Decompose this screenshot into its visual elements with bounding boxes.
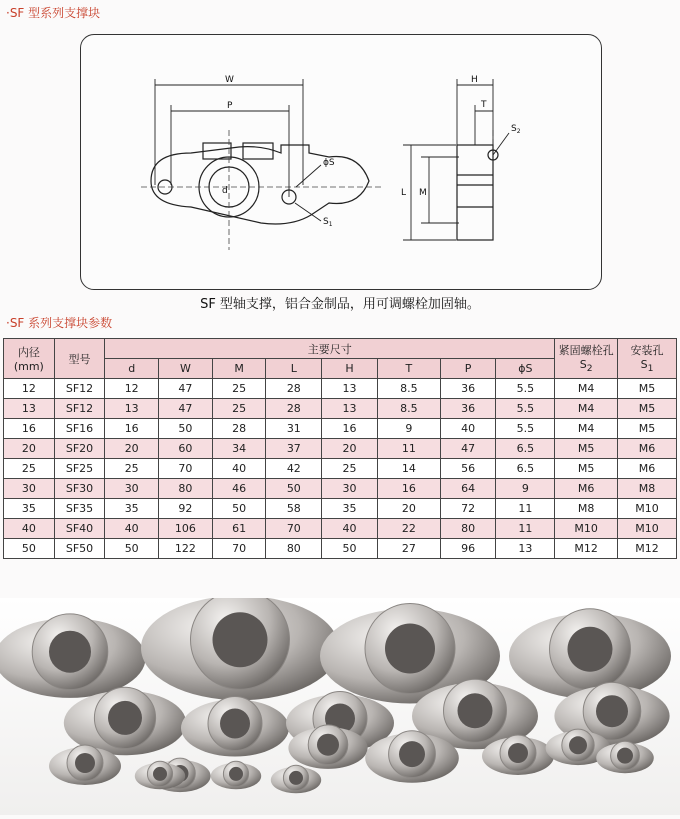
- table-cell: 28: [266, 379, 322, 399]
- table-cell: 25: [322, 459, 378, 479]
- support-block-17: [211, 761, 261, 789]
- table-cell: 11: [496, 519, 555, 539]
- table-cell: SF12: [54, 399, 105, 419]
- support-block-18: [271, 765, 321, 793]
- table-cell: 37: [266, 439, 322, 459]
- technical-drawing: [81, 35, 601, 289]
- table-cell: 36: [440, 399, 496, 419]
- table-cell: 5.5: [496, 379, 555, 399]
- table-cell: M5: [618, 419, 677, 439]
- label-t: T: [481, 100, 487, 110]
- table-cell: 5.5: [496, 399, 555, 419]
- support-block-3: [509, 609, 671, 699]
- table-cell: 92: [159, 499, 213, 519]
- table-cell: SF12: [54, 379, 105, 399]
- label-l: L: [401, 188, 407, 198]
- table-cell: 56: [440, 459, 496, 479]
- table-cell: 47: [159, 379, 213, 399]
- table-cell: 35: [322, 499, 378, 519]
- table-cell: M5: [555, 459, 618, 479]
- table-cell: M6: [618, 439, 677, 459]
- table-row: [4, 379, 677, 399]
- table-cell: M6: [618, 459, 677, 479]
- table-cell: 42: [266, 459, 322, 479]
- table-row: [4, 399, 677, 419]
- table-cell: 70: [266, 519, 322, 539]
- table-row: [4, 439, 677, 459]
- table-cell: SF16: [54, 419, 105, 439]
- table-row: [4, 479, 677, 499]
- column-header-5: T: [377, 359, 440, 379]
- table-cell: 20: [377, 499, 440, 519]
- table-cell: 46: [212, 479, 266, 499]
- table-cell: M5: [555, 439, 618, 459]
- header-inner-diameter: 内径 (mm): [4, 339, 55, 379]
- table-cell: 50: [322, 539, 378, 559]
- table-cell: M4: [555, 379, 618, 399]
- table-cell: 31: [266, 419, 322, 439]
- table-cell: 25: [212, 399, 266, 419]
- table-cell: 20: [105, 439, 159, 459]
- table-cell: 60: [159, 439, 213, 459]
- column-header-1: W: [159, 359, 213, 379]
- table-row: [4, 539, 677, 559]
- table-cell: SF50: [54, 539, 105, 559]
- label-w: W: [225, 75, 234, 85]
- table-cell: M10: [555, 519, 618, 539]
- table-cell: 13: [105, 399, 159, 419]
- table-cell: 28: [212, 419, 266, 439]
- table-row: [4, 419, 677, 439]
- table-cell: 8.5: [377, 379, 440, 399]
- table-cell: 50: [105, 539, 159, 559]
- table-cell: 96: [440, 539, 496, 559]
- table-cell: SF30: [54, 479, 105, 499]
- table-cell: 40: [322, 519, 378, 539]
- table-cell: 22: [377, 519, 440, 539]
- table-cell: M8: [618, 479, 677, 499]
- table-cell: 40: [440, 419, 496, 439]
- table-cell: 80: [440, 519, 496, 539]
- table-cell: M8: [555, 499, 618, 519]
- header-main-dimensions: 主要尺寸: [105, 339, 555, 359]
- label-p: P: [227, 101, 233, 111]
- header-bolt-hole: 紧固螺栓孔 $S_2$: [555, 339, 618, 379]
- column-header-0: d: [105, 359, 159, 379]
- parameter-table: [3, 338, 677, 559]
- table-cell: 30: [105, 479, 159, 499]
- column-header-6: P: [440, 359, 496, 379]
- support-block-photos: [0, 598, 671, 793]
- table-cell: 50: [4, 539, 55, 559]
- table-cell: 12: [105, 379, 159, 399]
- support-block-5: [181, 697, 289, 757]
- table-cell: 16: [105, 419, 159, 439]
- table-cell: 16: [377, 479, 440, 499]
- table-cell: 13: [496, 539, 555, 559]
- table-cell: 27: [377, 539, 440, 559]
- table-cell: 35: [4, 499, 55, 519]
- table-cell: 106: [159, 519, 213, 539]
- table-cell: 70: [212, 539, 266, 559]
- table-cell: 14: [377, 459, 440, 479]
- column-header-2: M: [212, 359, 266, 379]
- table-cell: 30: [322, 479, 378, 499]
- table-cell: 13: [322, 399, 378, 419]
- header-model: 型号: [54, 339, 105, 379]
- table-cell: M12: [555, 539, 618, 559]
- table-cell: 8.5: [377, 399, 440, 419]
- drawing-caption: SF 型轴支撑，铝合金制品，用可调螺栓加固轴。: [200, 297, 480, 312]
- table-cell: 35: [105, 499, 159, 519]
- label-s2: $S_2$: [511, 124, 521, 135]
- table-cell: 47: [159, 399, 213, 419]
- table-cell: 50: [266, 479, 322, 499]
- table-cell: 9: [496, 479, 555, 499]
- table-cell: 122: [159, 539, 213, 559]
- section-title-drawing: ·SF 型系列支撑块: [6, 6, 101, 20]
- label-phis: ϕS: [323, 158, 335, 168]
- table-cell: 13: [4, 399, 55, 419]
- table-cell: 36: [440, 379, 496, 399]
- table-cell: SF20: [54, 439, 105, 459]
- table-cell: 6.5: [496, 439, 555, 459]
- table-cell: M5: [618, 379, 677, 399]
- table-cell: 11: [377, 439, 440, 459]
- table-row: [4, 519, 677, 539]
- column-header-4: H: [322, 359, 378, 379]
- table-row: [4, 459, 677, 479]
- table-cell: SF25: [54, 459, 105, 479]
- drawing-frame: [80, 34, 602, 290]
- table-cell: 58: [266, 499, 322, 519]
- table-cell: SF40: [54, 519, 105, 539]
- column-header-3: L: [266, 359, 322, 379]
- table-cell: M6: [555, 479, 618, 499]
- table-cell: 34: [212, 439, 266, 459]
- label-m: M: [419, 188, 427, 198]
- table-cell: 11: [496, 499, 555, 519]
- support-block-1: [141, 598, 339, 700]
- table-cell: M12: [618, 539, 677, 559]
- table-cell: 16: [322, 419, 378, 439]
- table-cell: 6.5: [496, 459, 555, 479]
- table-cell: M10: [618, 519, 677, 539]
- table-cell: 50: [159, 419, 213, 439]
- side-view: [457, 145, 498, 240]
- section-title-params: ·SF 系列支撑块参数: [6, 316, 113, 330]
- table-cell: 28: [266, 399, 322, 419]
- table-cell: 9: [377, 419, 440, 439]
- table-cell: 40: [105, 519, 159, 539]
- label-d: d: [222, 186, 228, 196]
- table-cell: M4: [555, 399, 618, 419]
- table-cell: 40: [212, 459, 266, 479]
- table-cell: 40: [4, 519, 55, 539]
- label-s1: $S_1$: [323, 217, 333, 228]
- table-cell: SF35: [54, 499, 105, 519]
- product-photo: [0, 598, 680, 815]
- table-cell: 20: [4, 439, 55, 459]
- table-cell: 64: [440, 479, 496, 499]
- table-cell: 70: [159, 459, 213, 479]
- table-cell: 12: [4, 379, 55, 399]
- table-cell: 25: [212, 379, 266, 399]
- table-cell: 20: [322, 439, 378, 459]
- table-cell: M4: [555, 419, 618, 439]
- table-cell: 25: [4, 459, 55, 479]
- table-cell: 80: [266, 539, 322, 559]
- label-h: H: [471, 75, 478, 85]
- table-cell: 61: [212, 519, 266, 539]
- table-cell: M10: [618, 499, 677, 519]
- table-cell: 30: [4, 479, 55, 499]
- table-cell: 16: [4, 419, 55, 439]
- column-header-7: ϕS: [496, 359, 555, 379]
- support-block-0: [0, 614, 146, 698]
- table-cell: 13: [322, 379, 378, 399]
- table-cell: M5: [618, 399, 677, 419]
- table-cell: 47: [440, 439, 496, 459]
- table-cell: 50: [212, 499, 266, 519]
- table-row: [4, 499, 677, 519]
- header-mount-hole: 安装孔 $S_1$: [618, 339, 677, 379]
- table-cell: 72: [440, 499, 496, 519]
- table-cell: 5.5: [496, 419, 555, 439]
- table-cell: 25: [105, 459, 159, 479]
- front-view-outline: [151, 145, 369, 224]
- table-cell: 80: [159, 479, 213, 499]
